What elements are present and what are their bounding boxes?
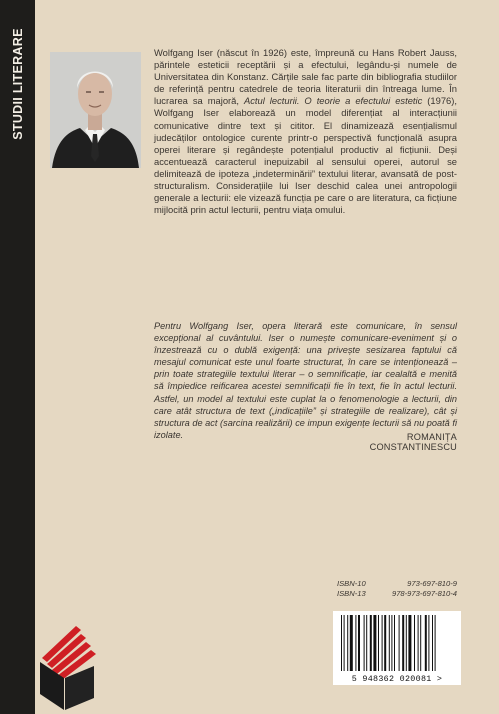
blurb-part-1: Wolfgang Iser (născut în 1926) este, împreună cu Hans Robert Jauss, părintele esteticii receptării și a efectului, legându-și numele de Universitatea din Konstanz. Cărțile sale fac parte din bibliografia studiilor de referință pentru catedrele de teoria literaturii din întreaga lume. În lucrarea sa majoră, (154, 47, 457, 107)
review-author: ROMANIȚA CONSTANTINESCU (369, 432, 457, 452)
blurb-part-2: (1976), Wolfgang Iser elaborează un model diferențiat al interacțiunii comunicative dintre text și cititor. El dinamizează esențialismul judecăților ontologice curente printr-o perspectivă funcțională asupra operei literare și regândește potențialul productiv al ficțiunii. Deși accentuează caracterul inepuizabil al sensului operei, autorul se delimitează de ipoteza „indeterminării” textului literar, avansată de post-structuralism. Considerațiile lui Iser deschid calea unei antropologii generale a lecturii: ele vizează funcția pe care o are literatura, ca ficțiune mijlocită prin actul lecturii, pentru viața omului. (154, 95, 457, 216)
author-portrait (50, 52, 141, 168)
barcode-bar (373, 615, 376, 671)
barcode-bar (402, 615, 404, 671)
barcode-bar (341, 615, 342, 671)
barcode-bar (394, 615, 395, 671)
barcode-bar (408, 615, 411, 671)
barcode-bar (435, 615, 436, 671)
barcode-bar (418, 615, 419, 671)
barcode-bar (425, 615, 427, 671)
barcode-bar (406, 615, 407, 671)
barcode-bar (364, 615, 365, 671)
series-title (0, 0, 35, 150)
barcode-bar (370, 615, 372, 671)
barcode-bar (399, 615, 400, 671)
barcode-bar (384, 615, 386, 671)
isbn-13-row (337, 589, 457, 599)
isbn-13-label: ISBN-13 (337, 589, 366, 598)
barcode-bar (366, 615, 367, 671)
barcode-bar (432, 615, 433, 671)
blurb-book-title: Actul lecturii. O teorie a efectului estetic (243, 95, 423, 107)
book-spine (0, 0, 35, 714)
review-quote: Pentru Wolfgang Iser, opera literară este comunicare, în sensul excepțional al cuvântului. Iser o numește comunicare-eveniment și o înzestrează cu o dublă exigență: una privește sesizarea faptului că mesajul comunicat este unul foarte structurat, în care se intenționează – prin toate strategiile textului literar – o semnificație, iar cealaltă e menită să împiedice reificarea acestei semnificații fie în text, fie în actul lecturii. Astfel, un model al textului este cuplat la o fenomenologie a lecturii, din care atât structura de text („indicațiile” și strategiile de realizare), cât și structura de act (sarcina realizării) ce impun exigențe lecturii să nu poată fi izolate. (154, 321, 457, 440)
barcode-bar (355, 615, 356, 671)
publisher-logo (38, 624, 108, 710)
barcode-bar (378, 615, 379, 671)
barcode-bar (350, 615, 353, 671)
barcode-number: 5 948362 020081 > (351, 674, 443, 684)
author-blurb (154, 47, 457, 216)
barcode-bar (358, 615, 360, 671)
barcode-bar (428, 615, 429, 671)
isbn-10-row (337, 579, 457, 589)
isbn-10-label: ISBN-10 (337, 579, 366, 588)
barcode-bar (391, 615, 392, 671)
barcode-bars (339, 615, 455, 673)
barcode-bar (347, 615, 348, 671)
barcode-bar (414, 615, 415, 671)
isbn-block (337, 579, 457, 599)
isbn-13-value: 978-973-697-810-4 (391, 589, 457, 598)
barcode (333, 611, 461, 685)
barcode-bar (344, 615, 345, 671)
series-title-text: STUDII LITERARE (10, 28, 25, 140)
barcode-bar (389, 615, 390, 671)
barcode-bar (382, 615, 383, 671)
isbn-10-value: 973-697-810-9 (407, 579, 457, 588)
barcode-bar (420, 615, 421, 671)
